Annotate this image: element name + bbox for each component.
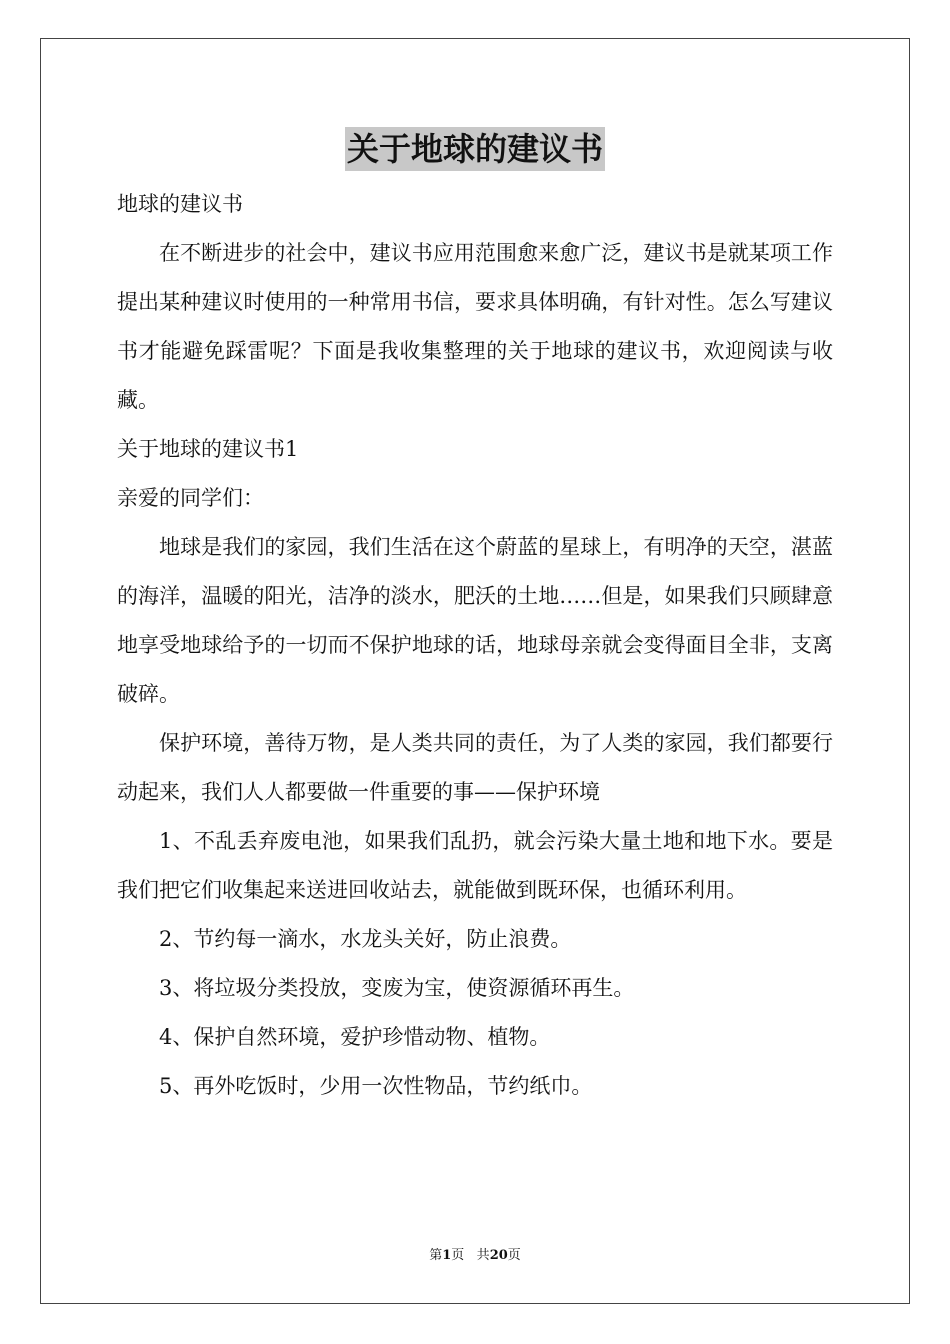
body-paragraph: 地球是我们的家园，我们生活在这个蔚蓝的星球上，有明净的天空，湛蓝的海洋，温暖的阳光，洁净的淡水，肥沃的土地……但是，如果我们只顾肆意地享受地球给予的一切而不保护地球的话，地球母亲就会变得面目全非，支离破碎。 [117,535,833,706]
page-prefix: 第 [429,1248,443,1263]
title-container [0,127,950,171]
page-total: 20 [489,1248,508,1263]
total-prefix: 共 [476,1248,490,1263]
total-suffix: 页 [507,1248,521,1263]
list-item: 1、不乱丢弃废电池，如果我们乱扔，就会污染大量土地和地下水。要是我们把它们收集起来送进回收站去，就能做到既环保，也循环利用。 [117,829,833,902]
intro-paragraph: 在不断进步的社会中，建议书应用范围愈来愈广泛，建议书是就某项工作提出某种建议时使用的一种常用书信，要求具体明确，有针对性。怎么写建议书才能避免踩雷呢？下面是我收集整理的关于地球的建议书，欢迎阅读与收藏。 [117,241,833,412]
document-body [117,180,833,1111]
page-current: 1 [442,1248,452,1263]
body-paragraph: 保护环境，善待万物，是人类共同的责任，为了人类的家园，我们都要行动起来，我们人人都要做一件重要的事——保护环境 [117,731,833,804]
section-heading: 关于地球的建议书1 [117,437,299,461]
greeting: 亲爱的同学们： [117,486,264,510]
document-subtitle: 地球的建议书 [117,192,243,216]
list-item: 2、节约每一滴水，水龙头关好，防止浪费。 [159,927,572,951]
page-footer [0,1247,950,1265]
page-suffix: 页 [451,1248,465,1263]
list-item: 4、保护自然环境，爱护珍惜动物、植物。 [159,1025,551,1049]
list-item: 3、将垃圾分类投放，变废为宝，使资源循环再生。 [159,976,635,1000]
document-title: 关于地球的建议书 [345,127,605,171]
list-item: 5、再外吃饭时，少用一次性物品，节约纸巾。 [159,1074,593,1098]
